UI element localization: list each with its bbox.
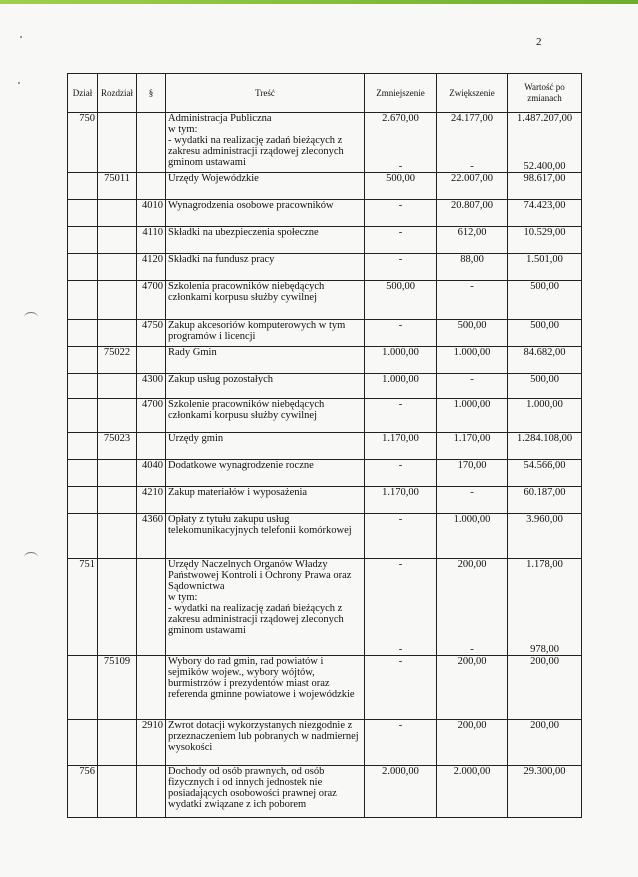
cell-tresc: Zakup akcesoriów komputerowych w tym programów i licencji [166,320,365,347]
cell-rozdzial [98,200,137,227]
cell-dzial [68,374,98,399]
cell-zmniejszenie: - [365,460,437,487]
cell-dzial [68,227,98,254]
table-row [68,320,582,347]
table-row [68,487,582,514]
cell-dzial [68,320,98,347]
cell-rozdzial [98,460,137,487]
cell-zmniejszenie: - [365,656,437,720]
cell-paragraf [137,113,166,173]
cell-wartosc: 1.284.108,00 [508,433,582,460]
cell-zmniejszenie [365,559,437,656]
budget-table [67,73,582,818]
table-row [68,399,582,433]
cell-zwiekszenie [437,559,508,656]
scan-artifact-mark [24,312,38,323]
cell-zmniejszenie-top: 2.670,00 [382,113,419,124]
cell-tresc: Wynagrodzenia osobowe pracowników [166,200,365,227]
cell-wartosc: 3.960,00 [508,514,582,559]
cell-rozdzial [98,487,137,514]
cell-wartosc: 1.000,00 [508,399,582,433]
cell-rozdzial [98,227,137,254]
cell-zwiekszenie: 22.007,00 [437,173,508,200]
cell-rozdzial [98,766,137,818]
cell-zwiekszenie-top: 200,00 [457,559,487,570]
cell-zmniejszenie: - [365,227,437,254]
cell-paragraf: 4120 [137,254,166,281]
cell-paragraf: 4700 [137,399,166,433]
cell-zwiekszenie: 200,00 [437,656,508,720]
table-row [68,460,582,487]
cell-paragraf: 4110 [137,227,166,254]
cell-paragraf: 4300 [137,374,166,399]
table-row [68,514,582,559]
table-row [68,347,582,374]
scan-dust [18,82,20,84]
cell-dzial [68,433,98,460]
cell-dzial [68,487,98,514]
cell-tresc: Wybory do rad gmin, rad powiatów i sejmików wojew., wybory wójtów, burmistrzów i prezydentów miast oraz referenda gminne powiatowe i wojewódzkie [166,656,365,720]
cell-wartosc-top: 1.178,00 [526,559,563,570]
cell-zmniejszenie: 500,00 [365,281,437,320]
scan-artifact-mark [24,552,38,563]
cell-paragraf [137,173,166,200]
cell-zwiekszenie: 500,00 [437,320,508,347]
table-row [68,227,582,254]
cell-wartosc: 500,00 [508,320,582,347]
cell-zmniejszenie: - [365,200,437,227]
cell-tresc: Dochody od osób prawnych, od osób fizycznych i od innych jednostek nie posiadających osobowości prawnej oraz wydatki związane z ich poborem [166,766,365,818]
cell-wartosc: 54.566,00 [508,460,582,487]
cell-rozdzial [98,559,137,656]
cell-zwiekszenie: 1.170,00 [437,433,508,460]
cell-tresc: Opłaty z tytułu zakupu usług telekomunikacyjnych telefonii komórkowej [166,514,365,559]
table-row [68,766,582,818]
table-row [68,559,582,656]
table-row [68,173,582,200]
cell-dzial [68,460,98,487]
cell-paragraf: 4210 [137,487,166,514]
cell-zmniejszenie: - [365,254,437,281]
header-zwiekszenie: Zwiększenie [437,74,508,113]
header-rozdzial: Rozdział [98,74,137,113]
cell-zmniejszenie: 2.000,00 [365,766,437,818]
cell-dzial [68,514,98,559]
cell-paragraf [137,656,166,720]
cell-zwiekszenie: 1.000,00 [437,347,508,374]
cell-dzial [68,399,98,433]
cell-zwiekszenie: 200,00 [437,720,508,766]
table-row [68,374,582,399]
cell-zmniejszenie: 1.170,00 [365,433,437,460]
page-number: 2 [536,36,542,48]
cell-zmniejszenie: - [365,399,437,433]
cell-zwiekszenie: 1.000,00 [437,514,508,559]
cell-tresc: Szkolenia pracowników niebędących członkami korpusu służby cywilnej [166,281,365,320]
cell-wartosc: 98.617,00 [508,173,582,200]
cell-zmniejszenie: 500,00 [365,173,437,200]
cell-zmniejszenie: - [365,514,437,559]
cell-zwiekszenie: 1.000,00 [437,399,508,433]
cell-zmniejszenie: - [365,320,437,347]
cell-tresc: Zakup materiałów i wyposażenia [166,487,365,514]
cell-dzial [68,254,98,281]
cell-dzial: 756 [68,766,98,818]
cell-rozdzial [98,281,137,320]
table-row [68,433,582,460]
cell-paragraf: 4750 [137,320,166,347]
cell-tresc: Zwrot dotacji wykorzystanych niezgodnie z przeznaczeniem lub pobranych w nadmiernej wysokości [166,720,365,766]
cell-zwiekszenie: 20.807,00 [437,200,508,227]
cell-paragraf: 2910 [137,720,166,766]
cell-zmniejszenie: 1.000,00 [365,347,437,374]
cell-zwiekszenie: 2.000,00 [437,766,508,818]
cell-paragraf [137,347,166,374]
header-zmniejszenie: Zmniejszenie [365,74,437,113]
cell-dzial [68,281,98,320]
cell-tresc: Rady Gmin [166,347,365,374]
cell-rozdzial [98,254,137,281]
table-row [68,720,582,766]
cell-tresc: Urzędy gmin [166,433,365,460]
cell-paragraf [137,766,166,818]
cell-wartosc: 500,00 [508,281,582,320]
cell-wartosc: 200,00 [508,720,582,766]
cell-dzial: 750 [68,113,98,173]
cell-zwiekszenie: - [437,281,508,320]
cell-rozdzial [98,374,137,399]
cell-rozdzial: 75023 [98,433,137,460]
cell-zmniejszenie-subtotal: - [398,161,403,172]
table-row [68,254,582,281]
cell-zmniejszenie: 1.000,00 [365,374,437,399]
cell-paragraf: 4040 [137,460,166,487]
header-paragraf: § [137,74,166,113]
cell-rozdzial [98,320,137,347]
cell-wartosc [508,113,582,173]
cell-zwiekszenie: - [437,374,508,399]
cell-dzial: 751 [68,559,98,656]
table-row [68,200,582,227]
cell-zwiekszenie: 88,00 [437,254,508,281]
cell-tresc: Składki na fundusz pracy [166,254,365,281]
cell-wartosc: 29.300,00 [508,766,582,818]
cell-paragraf [137,433,166,460]
table-body [68,113,582,818]
cell-zwiekszenie-top: 24.177,00 [451,113,493,124]
cell-paragraf: 4010 [137,200,166,227]
table-header-row [68,74,582,113]
cell-rozdzial [98,720,137,766]
cell-rozdzial: 75109 [98,656,137,720]
cell-tresc: Urzędy Naczelnych Organów Władzy Państwowej Kontroli i Ochrony Prawa oraz Sądownictwa w tym: - wydatki na realizację zadań bieżących z zakresu administracji rządowej zleconych gminom ustawami [166,559,365,656]
cell-tresc: Składki na ubezpieczenia społeczne [166,227,365,254]
cell-zwiekszenie: 612,00 [437,227,508,254]
cell-wartosc-top: 1.487.207,00 [516,113,573,124]
cell-zwiekszenie-subtotal: - [470,644,474,655]
cell-wartosc: 200,00 [508,656,582,720]
cell-wartosc [508,559,582,656]
cell-dzial [68,656,98,720]
cell-tresc: Zakup usług pozostałych [166,374,365,399]
cell-zwiekszenie-subtotal: - [470,161,474,172]
cell-paragraf: 4700 [137,281,166,320]
cell-wartosc: 74.423,00 [508,200,582,227]
cell-tresc: Urzędy Wojewódzkie [166,173,365,200]
cell-zmniejszenie-top: - [398,559,403,570]
cell-wartosc: 84.682,00 [508,347,582,374]
cell-wartosc: 60.187,00 [508,487,582,514]
cell-paragraf: 4360 [137,514,166,559]
cell-paragraf [137,559,166,656]
cell-zwiekszenie: - [437,487,508,514]
cell-dzial [68,347,98,374]
cell-zmniejszenie [365,113,437,173]
cell-dzial [68,720,98,766]
cell-zmniejszenie: - [365,720,437,766]
cell-rozdzial [98,514,137,559]
table-row [68,281,582,320]
cell-wartosc-subtotal: 978,00 [530,644,559,655]
cell-dzial [68,173,98,200]
cell-zmniejszenie: 1.170,00 [365,487,437,514]
cell-tresc: Administracja Publiczna w tym: - wydatki na realizację zadań bieżących z zakresu administracji rządowej zleconych gminom ustawami [166,113,365,173]
cell-wartosc: 500,00 [508,374,582,399]
cell-tresc: Dodatkowe wynagrodzenie roczne [166,460,365,487]
scan-top-edge [0,0,638,4]
header-tresc: Treść [166,74,365,113]
cell-zwiekszenie [437,113,508,173]
cell-tresc: Szkolenie pracowników niebędących członkami korpusu służby cywilnej [166,399,365,433]
cell-dzial [68,200,98,227]
cell-rozdzial: 75022 [98,347,137,374]
cell-rozdzial: 75011 [98,173,137,200]
table-row [68,113,582,173]
scan-dust [20,36,22,38]
cell-wartosc: 1.501,00 [508,254,582,281]
cell-wartosc-subtotal: 52.400,00 [523,161,566,172]
table-row [68,656,582,720]
cell-zwiekszenie: 170,00 [437,460,508,487]
cell-wartosc: 10.529,00 [508,227,582,254]
cell-rozdzial [98,399,137,433]
cell-rozdzial [98,113,137,173]
header-dzial: Dział [68,74,98,113]
cell-zmniejszenie-subtotal: - [398,644,403,655]
header-wartosc: Wartość po zmianach [508,74,582,113]
